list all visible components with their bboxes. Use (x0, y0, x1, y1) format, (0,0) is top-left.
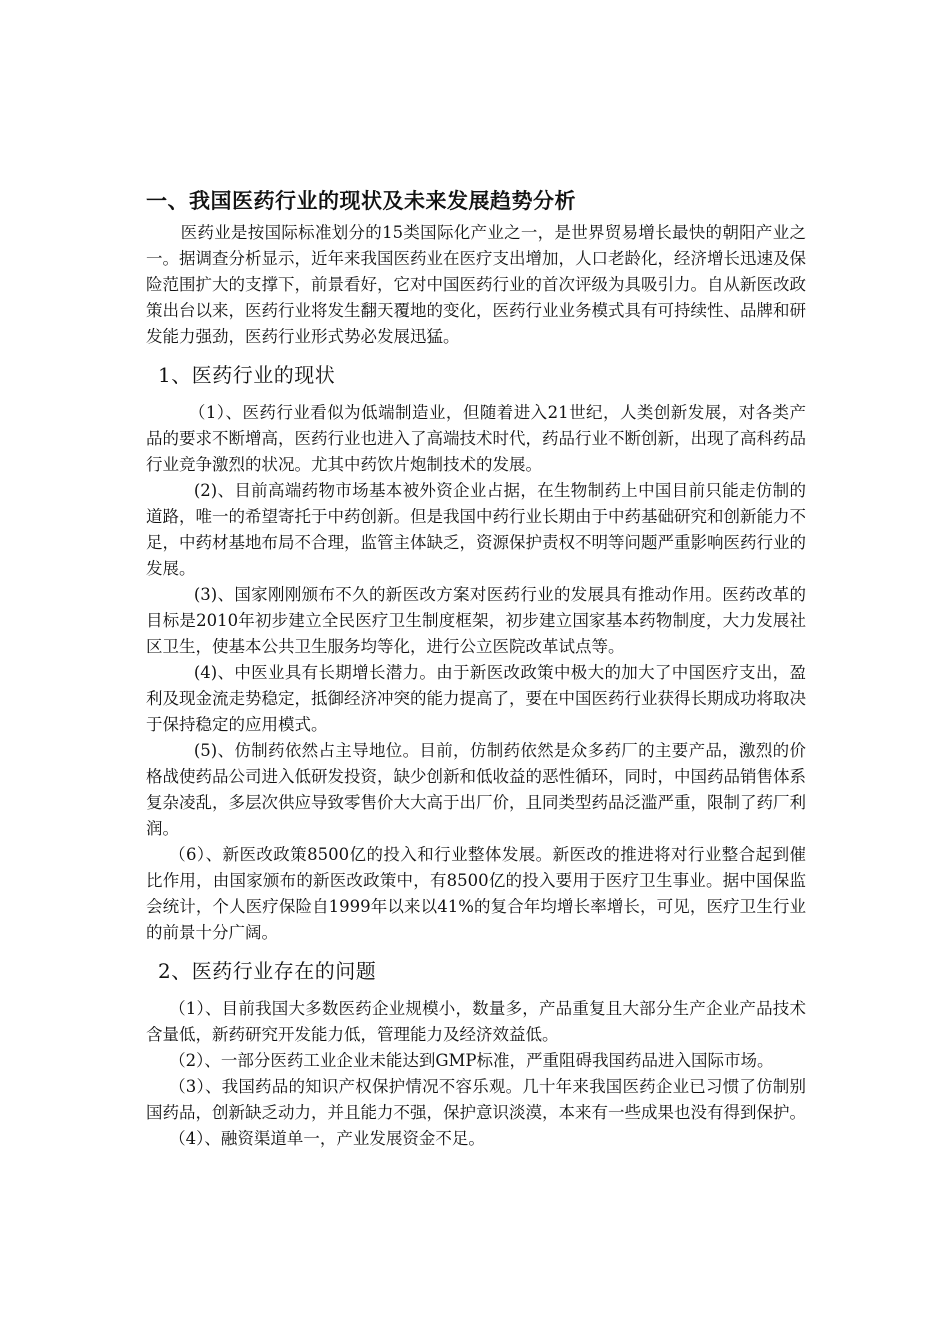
section-2-paragraph-1: （1）、目前我国大多数医药企业规模小，数量多，产品重复且大部分生产企业产品技术含量低，新药研究开发能力低，管理能力及经济效益低。 (146, 999, 806, 1044)
intro-paragraph: 医药业是按国际标准划分的15类国际化产业之一，是世界贸易增长最快的朝阳产业之一。据调查分析显示，近年来我国医药业在医疗支出增加，人口老龄化，经济增长迅速及保险范围扩大的支撑下，前景看好，它对中国医药行业的首次评级为具吸引力。自从新医改政策出台以来，医药行业将发生翻天覆地的变化，医药行业业务模式具有可持续性、品牌和研发能力强劲，医药行业形式势必发展迅猛。 (146, 223, 806, 346)
section-2-paragraph-2: （2）、一部分医药工业企业未能达到GMP标准，严重阻碍我国药品进入国际市场。 (169, 1051, 774, 1070)
section-2-paragraph-3: （3）、我国药品的知识产权保护情况不容乐观。几十年来我国医药企业已习惯了仿制别国药品，创新缺乏动力，并且能力不强，保护意识淡漠，本来有一些成果也没有得到保护。 (146, 1077, 806, 1122)
section-1-paragraph-1: （1）、医药行业看似为低端制造业，但随着进入21世纪，人类创新发展，对各类产品的要求不断增高，医药行业也进入了高端技术时代，药品行业不断创新，出现了高科药品行业竞争激烈的状况。尤其中药饮片炮制技术的发展。 (146, 403, 806, 474)
section-1-paragraph-2: (2)、目前高端药物市场基本被外资企业占据，在生物制药上中国目前只能走仿制的道路，唯一的希望寄托于中药创新。但是我国中药行业长期由于中药基础研究和创新能力不足，中药材基地布局不合理，监管主体缺乏，资源保护责权不明等问题严重影响医药行业的发展。 (146, 481, 806, 578)
document-body (146, 186, 806, 1152)
section-2-heading: 2、医药行业存在的问题 (158, 959, 377, 983)
section-1-paragraph-3: (3)、国家刚刚颁布不久的新医改方案对医药行业的发展具有推动作用。医药改革的目标是2010年初步建立全民医疗卫生制度框架，初步建立国家基本药物制度，大力发展社区卫生，使基本公共卫生服务均等化，进行公立医院改革试点等。 (146, 585, 806, 656)
page-title: 一、我国医药行业的现状及未来发展趋势分析 (146, 189, 576, 213)
section-1-paragraph-4: (4)、中医业具有长期增长潜力。由于新医改政策中极大的加大了中国医疗支出，盈利及现金流走势稳定，抵御经济冲突的能力提高了，要在中国医药行业获得长期成功将取决于保持稳定的应用模式。 (146, 663, 806, 734)
section-2-paragraph-4: （4）、融资渠道单一，产业发展资金不足。 (169, 1129, 485, 1148)
section-1-paragraph-6: （6）、新医改政策8500亿的投入和行业整体发展。新医改的推进将对行业整合起到催比作用，由国家颁布的新医改政策中，有8500亿的投入要用于医疗卫生事业。据中国保监会统计，个人医疗保险自1999年以来以41%的复合年均增长率增长，可见，医疗卫生行业的前景十分广阔。 (146, 845, 806, 942)
section-1-paragraph-5: (5)、仿制药依然占主导地位。目前，仿制药依然是众多药厂的主要产品，激烈的价格战使药品公司进入低研发投资，缺少创新和低收益的恶性循环，同时，中国药品销售体系复杂凌乱，多层次供应导致零售价大大高于出厂价，且同类型药品泛滥严重，限制了药厂利润。 (146, 741, 806, 838)
section-1-heading: 1、医药行业的现状 (158, 363, 336, 387)
